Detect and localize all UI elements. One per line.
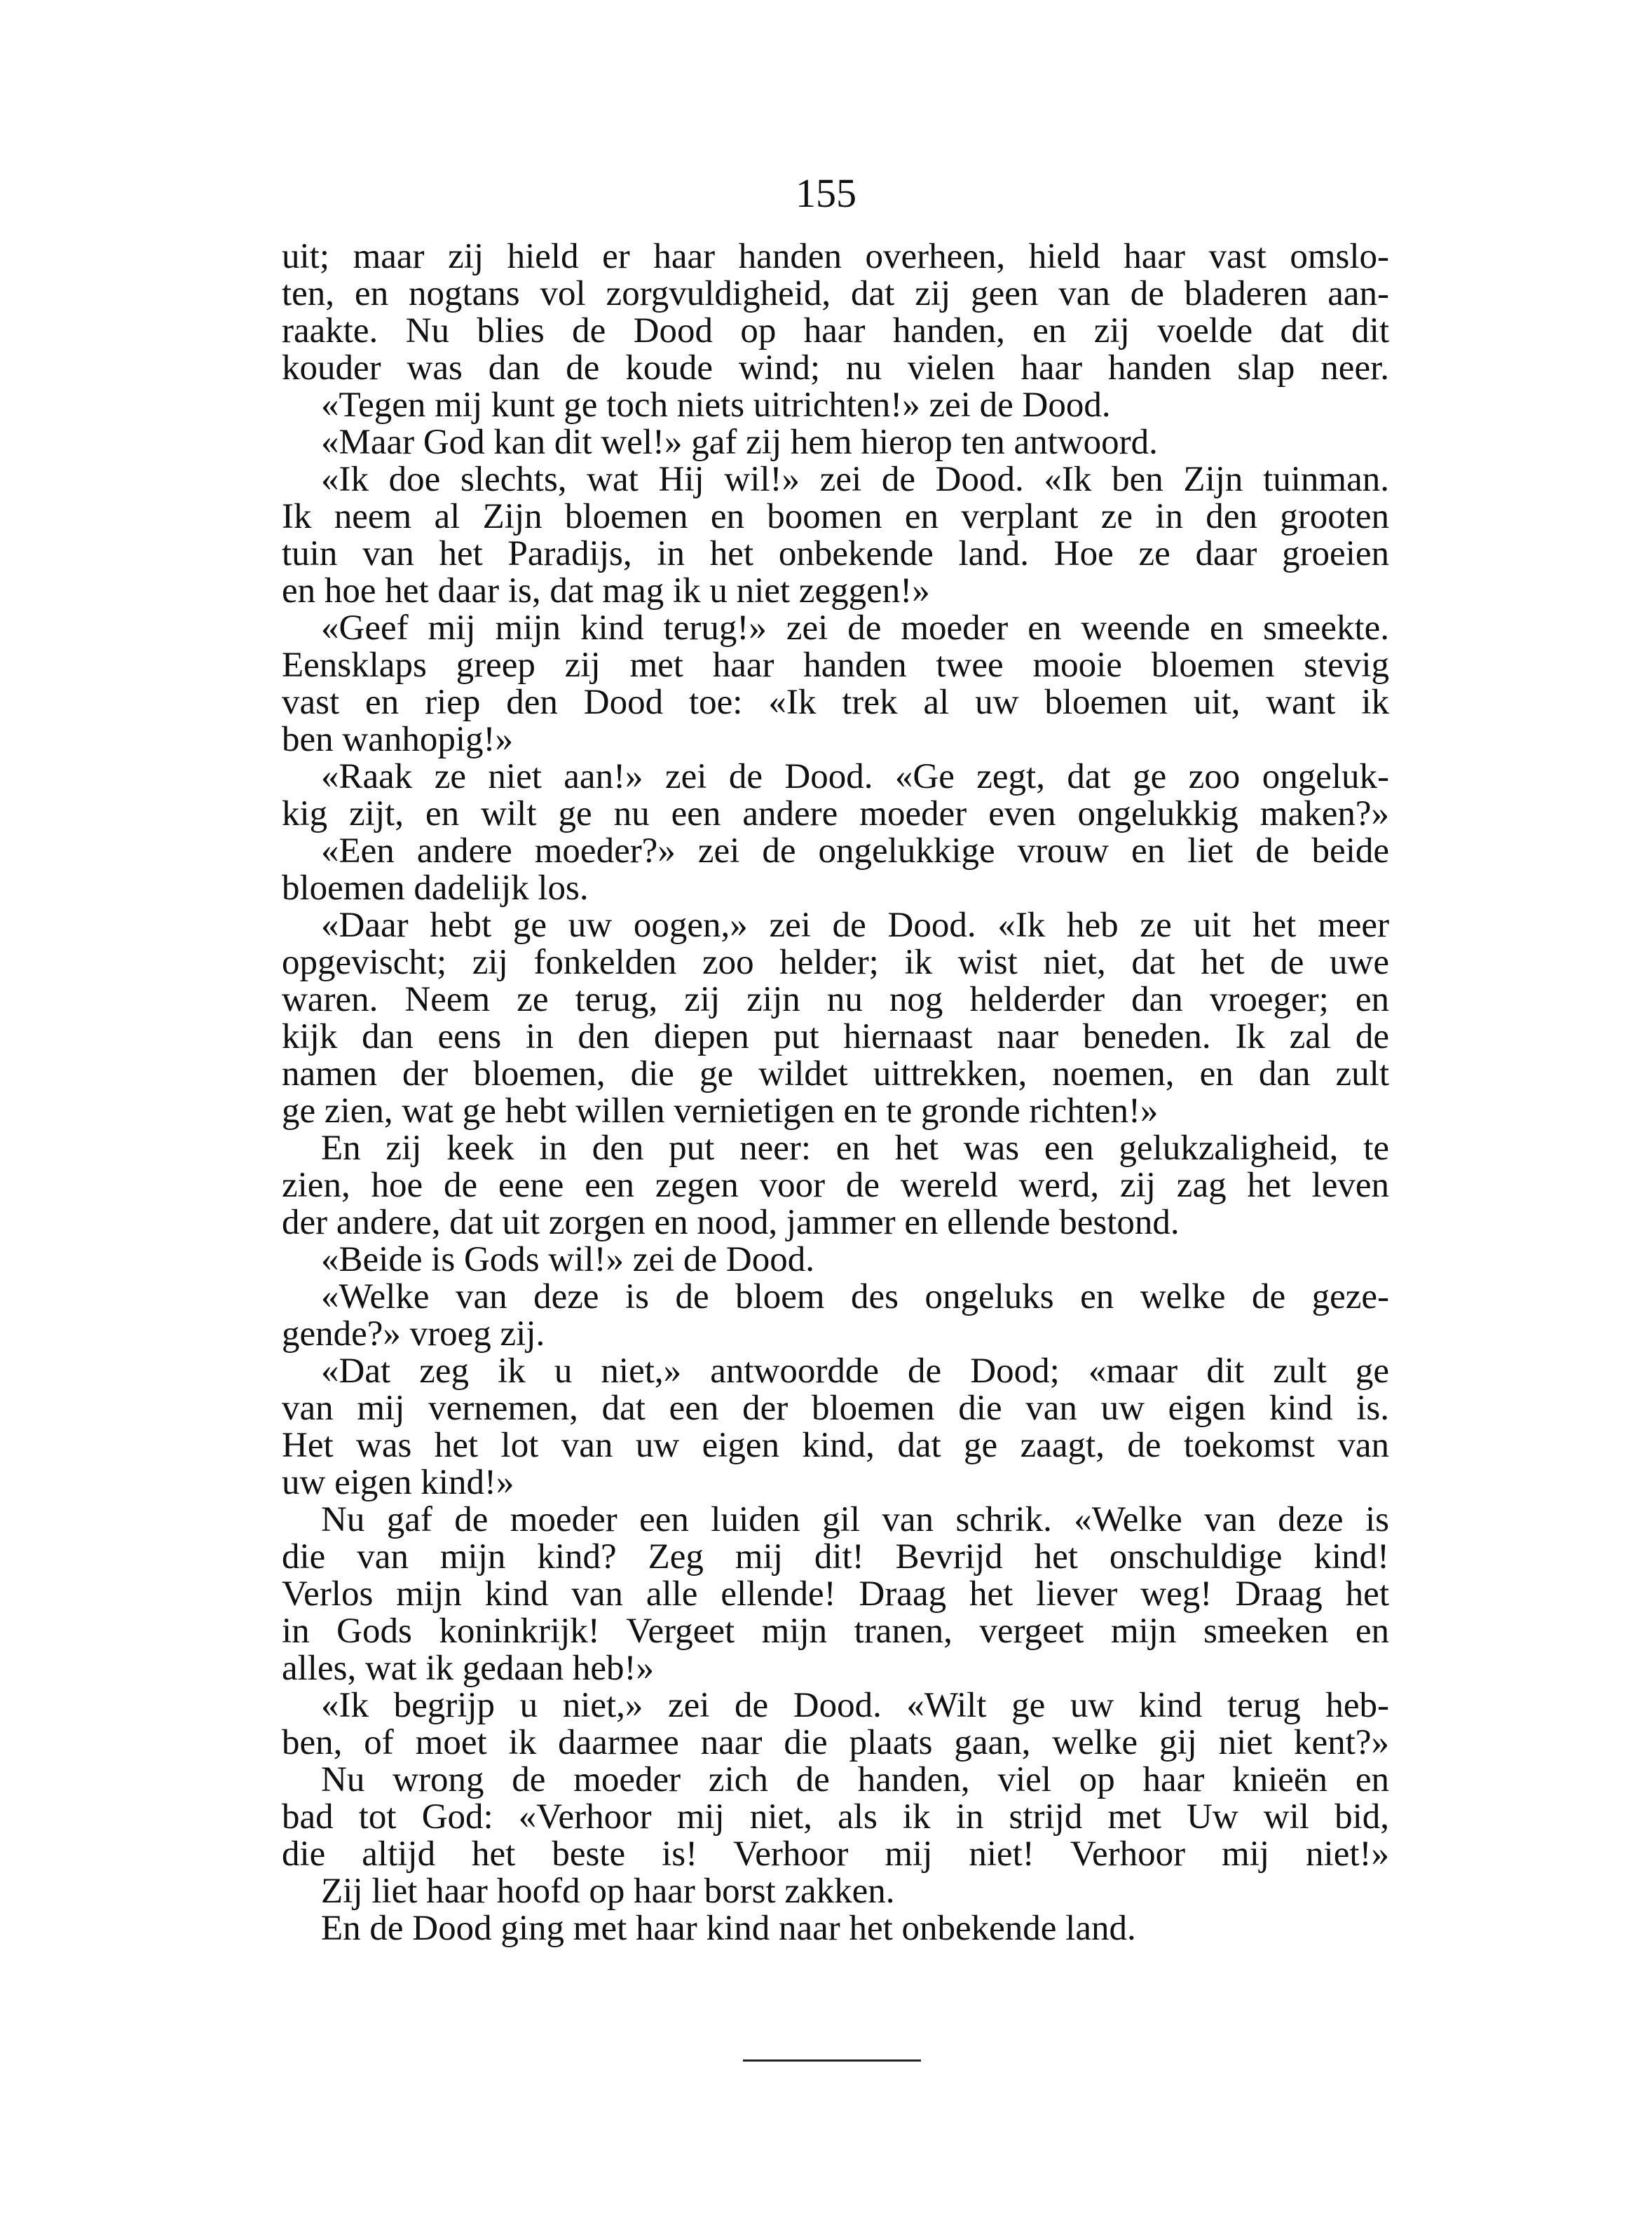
text-line: uw eigen kind!»: [282, 1463, 514, 1502]
text-line: in Gods koninkrijk! Vergeet mijn tranen, vergeet mijn smeeken en: [282, 1612, 1389, 1651]
text-line: ben wanhopig!»: [282, 720, 514, 759]
end-rule: [743, 2059, 921, 2062]
text-line: ge zien, wat ge hebt willen vernietigen en te gronde richten!»: [282, 1091, 1159, 1131]
text-line: «Dat zeg ik u niet,» antwoordde de Dood; «maar dit zult ge: [321, 1351, 1389, 1391]
text-line: En de Dood ging met haar kind naar het onbekende land.: [321, 1909, 1136, 1948]
text-line: «Beide is Gods wil!» zei de Dood.: [321, 1240, 814, 1279]
text-line: kijk dan eens in den diepen put hiernaast naar beneden. Ik zal de: [282, 1017, 1389, 1056]
text-line: der andere, dat uit zorgen en nood, jammer en ellende bestond.: [282, 1203, 1180, 1242]
text-line: «Welke van deze is de bloem des ongeluks en welke de geze-: [321, 1277, 1389, 1316]
text-line: Zij liet haar hoofd op haar borst zakken.: [321, 1872, 895, 1911]
text-line: «Tegen mij kunt ge toch niets uitrichten!» zei de Dood.: [321, 386, 1111, 425]
text-line: bloemen dadelijk los.: [282, 869, 589, 908]
body-text: [282, 238, 1389, 1947]
text-line: die van mijn kind? Zeg mij dit! Bevrijd het onschuldige kind!: [282, 1537, 1389, 1577]
text-line: kig zijt, en wilt ge nu een andere moeder even ongelukkig maken?»: [282, 794, 1389, 833]
text-line: «Daar hebt ge uw oogen,» zei de Dood. «Ik heb ze uit het meer: [321, 906, 1389, 945]
text-line: alles, wat ik gedaan heb!»: [282, 1649, 655, 1688]
text-line: «Ik doe slechts, wat Hij wil!» zei de Dood. «Ik ben Zijn tuinman.: [321, 460, 1389, 499]
text-line: «Een andere moeder?» zei de ongelukkige vrouw en liet de beide: [321, 831, 1389, 871]
text-line: Eensklaps greep zij met haar handen twee mooie bloemen stevig: [282, 646, 1389, 685]
text-line: «Geef mij mijn kind terug!» zei de moeder en weende en smeekte.: [321, 608, 1389, 648]
text-line: namen der bloemen, die ge wildet uittrekken, noemen, en dan zult: [282, 1054, 1389, 1094]
text-line: Ik neem al Zijn bloemen en boomen en verplant ze in den grooten: [282, 497, 1389, 536]
text-line: Nu wrong de moeder zich de handen, viel op haar knieën en: [321, 1760, 1389, 1799]
text-line: ben, of moet ik daarmee naar die plaats gaan, welke gij niet kent?»: [282, 1723, 1389, 1762]
text-line: van mij vernemen, dat een der bloemen die van uw eigen kind is.: [282, 1389, 1389, 1428]
page-number: 155: [796, 170, 856, 216]
text-line: «Raak ze niet aan!» zei de Dood. «Ge zegt, dat ge zoo ongeluk-: [321, 757, 1389, 796]
text-line: uit; maar zij hield er haar handen overheen, hield haar vast omslo-: [282, 237, 1389, 276]
text-line: en hoe het daar is, dat mag ik u niet zeggen!»: [282, 571, 930, 611]
text-line: Verlos mijn kind van alle ellende! Draag het liever weg! Draag het: [282, 1574, 1389, 1614]
text-line: ten, en nogtans vol zorgvuldigheid, dat zij geen van de bladeren aan-: [282, 274, 1389, 313]
text-line: zien, hoe de eene een zegen voor de wereld werd, zij zag het leven: [282, 1166, 1389, 1205]
text-line: opgevischt; zij fonkelden zoo helder; ik wist niet, dat het de uwe: [282, 943, 1389, 982]
text-line: bad tot God: «Verhoor mij niet, als ik in strijd met Uw wil bid,: [282, 1797, 1389, 1837]
text-line: «Ik begrijp u niet,» zei de Dood. «Wilt ge uw kind terug heb-: [321, 1686, 1389, 1725]
text-line: gende?» vroeg zij.: [282, 1314, 545, 1354]
text-line: «Maar God kan dit wel!» gaf zij hem hierop ten antwoord.: [321, 423, 1158, 462]
text-line: Nu gaf de moeder een luiden gil van schrik. «Welke van deze is: [321, 1500, 1389, 1539]
text-line: En zij keek in den put neer: en het was een gelukzaligheid, te: [321, 1129, 1389, 1168]
text-line: Het was het lot van uw eigen kind, dat ge zaagt, de toekomst van: [282, 1426, 1389, 1465]
text-line: kouder was dan de koude wind; nu vielen haar handen slap neer.: [282, 348, 1389, 388]
text-line: vast en riep den Dood toe: «Ik trek al uw bloemen uit, want ik: [282, 683, 1389, 722]
text-line: tuin van het Paradijs, in het onbekende land. Hoe ze daar groeien: [282, 534, 1389, 573]
text-line: die altijd het beste is! Verhoor mij niet! Verhoor mij niet!»: [282, 1834, 1389, 1874]
text-line: waren. Neem ze terug, zij zijn nu nog helderder dan vroeger; en: [282, 980, 1389, 1019]
text-line: raakte. Nu blies de Dood op haar handen, en zij voelde dat dit: [282, 311, 1389, 350]
